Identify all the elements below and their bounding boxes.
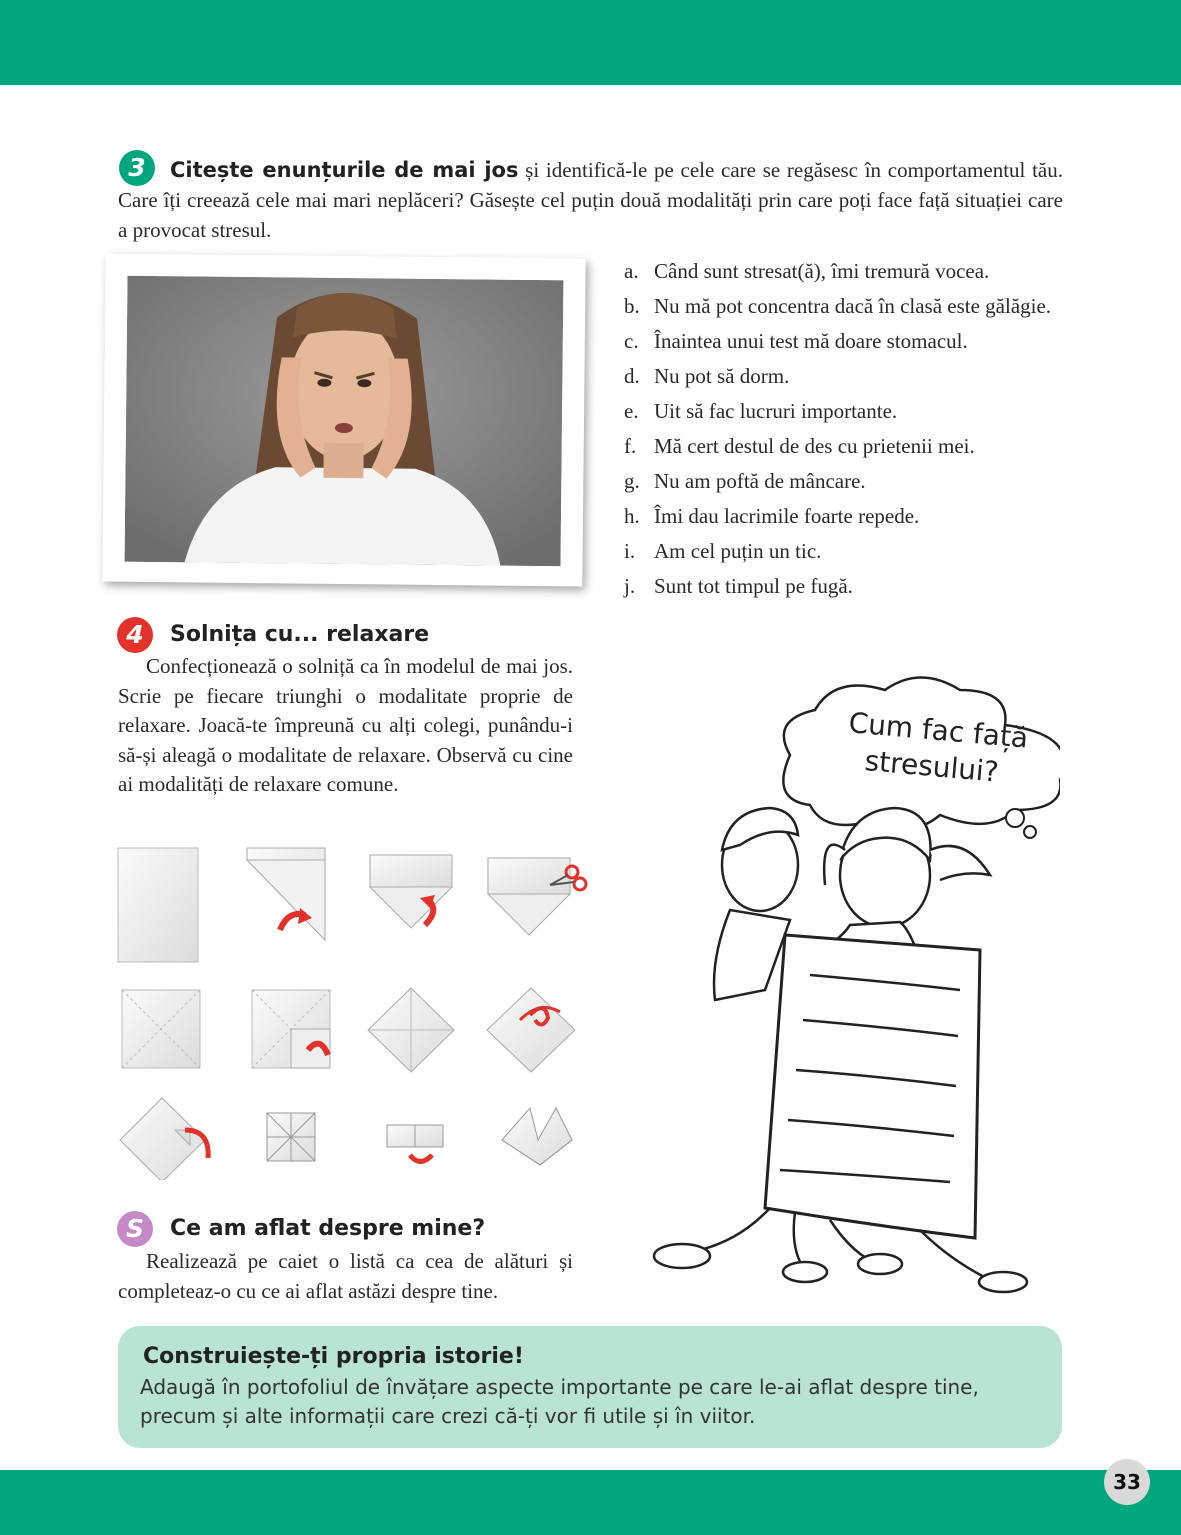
list-item: a. Când sunt stresat(ă), îmi tremură vocea. bbox=[624, 259, 990, 283]
statements-list bbox=[624, 256, 1069, 606]
top-band bbox=[0, 0, 1181, 85]
list-item: b. Nu mă pot concentra dacă în clasă este gălăgie. bbox=[624, 294, 1052, 318]
step-6-corner-fold bbox=[252, 990, 330, 1068]
summary-box bbox=[118, 1326, 1062, 1448]
section5-title: Ce am aflat despre mine? bbox=[170, 1216, 486, 1241]
bubble-line-1: Cum fac față bbox=[847, 706, 1030, 755]
step-2-fold bbox=[247, 848, 325, 940]
step-5-square bbox=[122, 990, 200, 1068]
section5-text: Realizează pe caiet o listă ca cea de alături și completeaz-o cu ce ai aflat astăzi despre tine. bbox=[118, 1249, 573, 1303]
list-item: e. Uit să fac lucruri importante. bbox=[624, 399, 898, 423]
section5-badge: S bbox=[117, 1211, 153, 1247]
section3-instructions bbox=[118, 155, 1063, 245]
list-item: d. Nu pot să dorm. bbox=[624, 364, 790, 388]
list-item: i. Am cel puțin un tic. bbox=[624, 539, 822, 563]
section3-badge: 3 bbox=[119, 150, 155, 186]
origami-steps-diagram bbox=[110, 840, 600, 1180]
list-item: c. Înaintea unui test mă doare stomacul. bbox=[624, 329, 968, 353]
list-item: h. Îmi dau lacrimile foarte repede. bbox=[624, 504, 920, 528]
photo-image bbox=[125, 276, 564, 567]
step-8-diamond-fold bbox=[487, 988, 575, 1072]
kids-holding-sign-illustration bbox=[620, 660, 1060, 1325]
summary-text: Adaugă în portofoliul de învățare aspecte importante pe care le-ai aflat despre tine, precum și alte informații care crezi că-ți vor fi utile și în viitor. bbox=[140, 1375, 979, 1428]
step-9-fold bbox=[120, 1098, 208, 1180]
section3-title: Citește enunțurile de mai jos bbox=[170, 158, 519, 182]
section3-text: și identifică-le pe cele care se regăsesc în comportamentul tău. Care îți creează cele mai mari neplăceri? Găsește cel puțin două modalități prin care poți face față situației care a provocat stresul. bbox=[118, 158, 1063, 242]
list-item: g. Nu am poftă de mâncare. bbox=[624, 469, 866, 493]
step-4-cut bbox=[488, 858, 586, 935]
stressed-girl-photo bbox=[102, 253, 585, 586]
list-item: j. Sunt tot timpul pe fugă. bbox=[624, 574, 853, 598]
step-10-square bbox=[267, 1113, 315, 1161]
bottom-band bbox=[0, 1470, 1181, 1535]
step-11-pockets bbox=[387, 1125, 443, 1162]
section4-title: Solnița cu... relaxare bbox=[170, 622, 430, 647]
step-12-salt-cellar bbox=[502, 1108, 572, 1165]
page-number: 33 bbox=[1104, 1459, 1150, 1505]
summary-title: Construiește-ți propria istorie! bbox=[143, 1344, 524, 1369]
section4-badge: 4 bbox=[117, 617, 153, 653]
step-1-paper bbox=[118, 848, 198, 962]
step-3-fold bbox=[370, 855, 452, 928]
list-item: f. Mă cert destul de des cu prietenii mei. bbox=[624, 434, 975, 458]
step-7-diamond bbox=[368, 988, 454, 1072]
section4-text: Confecționează o solniță ca în modelul de mai jos. Scrie pe fiecare triunghi o modalitate proprie de relaxare. Joacă-te împreună cu alți colegi, punându-i să-și aleagă o modalitate de relaxare. Observă cu cine ai modalități de relaxare comune. bbox=[118, 654, 573, 796]
bubble-line-2: stresului? bbox=[863, 744, 1000, 789]
